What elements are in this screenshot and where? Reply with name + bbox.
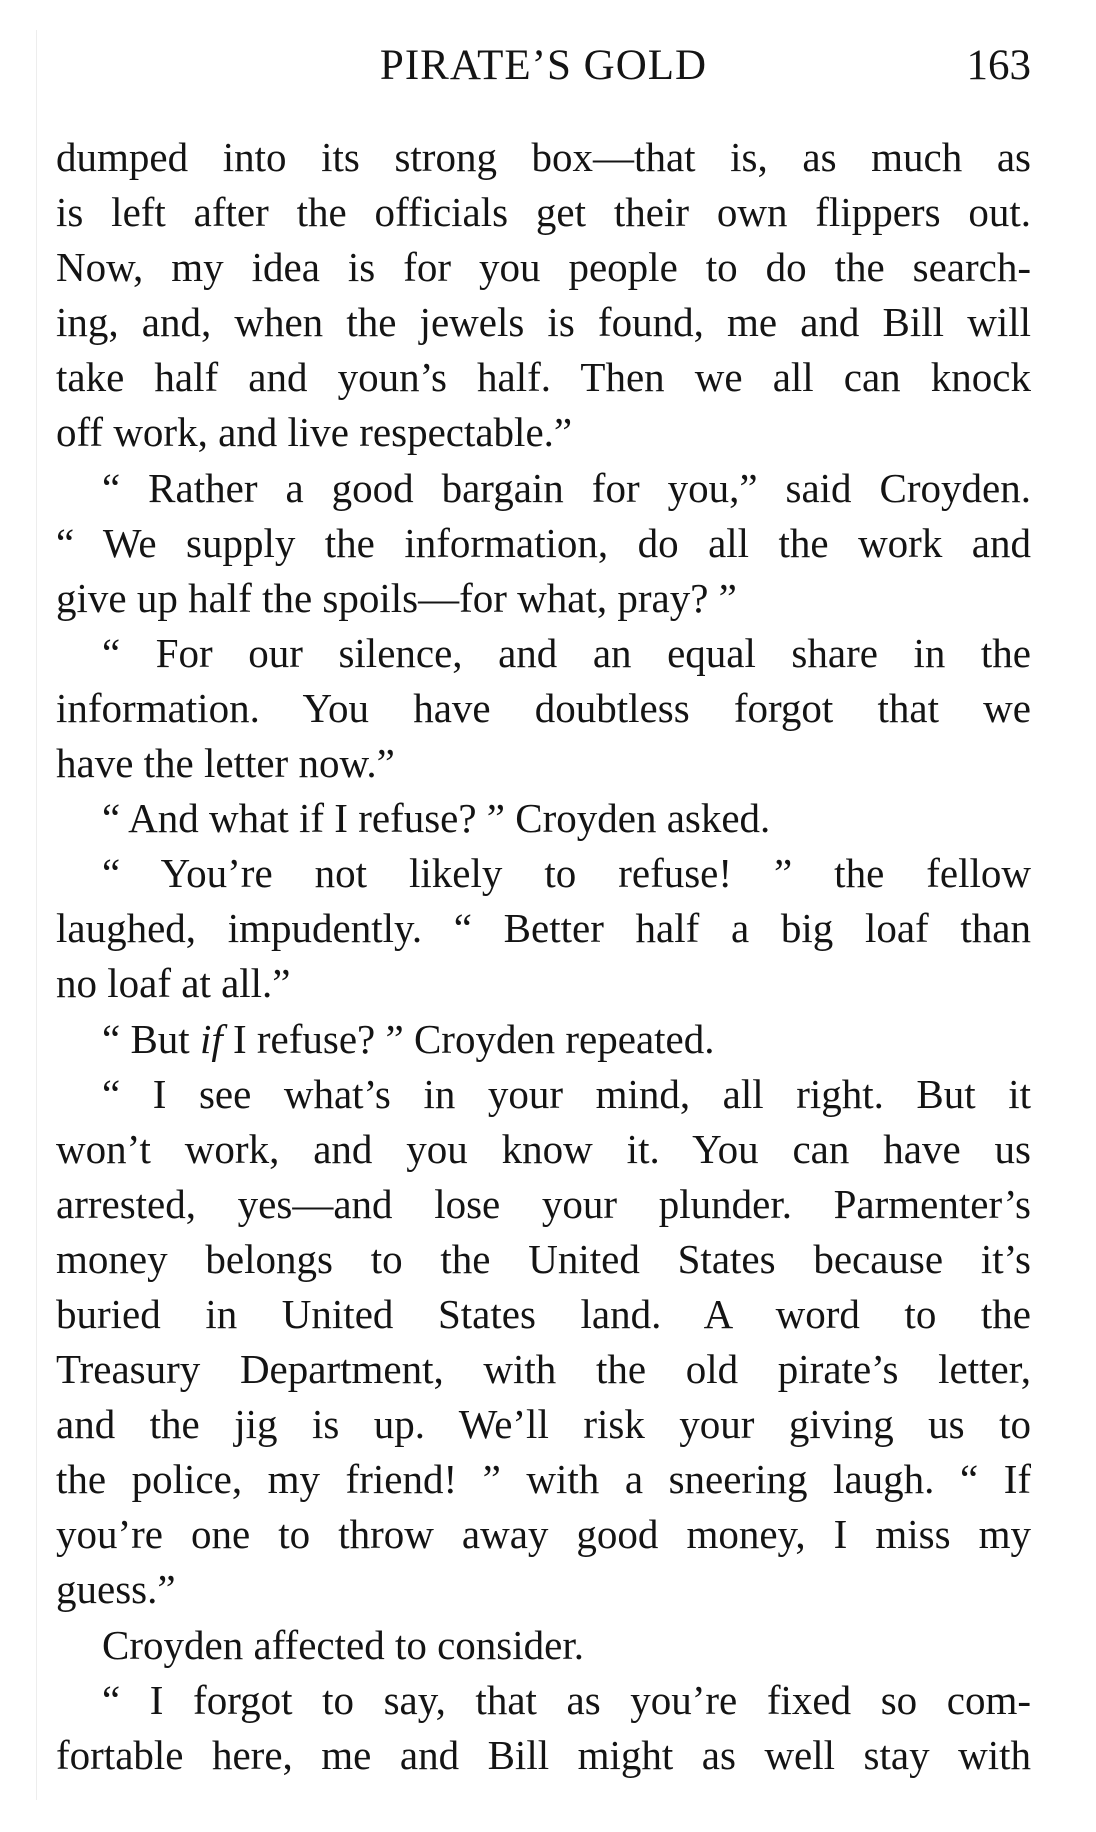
text-line: “ For our silence, and an equal share in the [102,629,1031,676]
text-line-with-emphasis [56,1012,1031,1067]
text-line: “ You’re not likely to refuse! ” the fellow [102,850,1031,897]
text-line: ing, and, when the jewels is found, me and Bill will [56,299,1031,346]
text-line: have the letter now.” [56,740,395,787]
text-line: and the jig is up. We’ll risk your giving us to [56,1401,1031,1448]
text-line: the police, my friend! ” with a sneering laugh. “ If [56,1456,1031,1503]
text-line: information. You have doubtless forgot that we [56,684,1031,731]
text-line: Treasury Department, with the old pirate’s letter, [56,1346,1031,1393]
text-line: “ Rather a good bargain for you,” said Croyden. [102,464,1031,511]
text-line: “ I see what’s in your mind, all right. But it [102,1070,1031,1117]
text-line: Croyden affected to consider. [102,1621,584,1668]
text-line: take half and youn’s half. Then we all can knock [56,354,1031,401]
text-line: dumped into its strong box—that is, as much as [56,134,1031,180]
text-line: give up half the spoils—for what, pray? ” [56,574,737,621]
running-head [56,30,1031,102]
running-title: PIRATE’S GOLD [379,42,708,89]
page-number: 163 [966,42,1031,89]
text-line: fortable here, me and Bill might as well stay with [56,1731,1031,1778]
text-line: “ I forgot to say, that as you’re fixed so com- [102,1676,1031,1723]
text-line: “ We supply the information, do all the work and [56,519,1031,566]
text-line: no loaf at all.” [56,960,291,1007]
page-edge-line [36,30,37,1800]
text-line: arrested, yes—and lose your plunder. Parmenter’s [56,1180,1031,1227]
text-line-end: I refuse? ” Croyden repeated. [222,1015,715,1062]
text-line: guess.” [56,1566,176,1613]
text-line: off work, and live respectable.” [56,409,573,456]
text-line: won’t work, and you know it. You can have us [56,1125,1031,1172]
text-line: money belongs to the United States because it’s [56,1235,1031,1282]
emphasized-word: if [199,1015,223,1062]
text-line-start: “ But [102,1015,200,1062]
body-text [56,130,1031,1783]
text-line: buried in United States land. A word to the [56,1290,1031,1337]
text-line: Now, my idea is for you people to do the search- [56,244,1031,291]
text-line: “ And what if I refuse? ” Croyden asked. [102,795,771,842]
text-line: is left after the officials get their own flippers out. [56,189,1031,236]
text-line: you’re one to throw away good money, I miss my [56,1511,1031,1558]
text-line: laughed, impudently. “ Better half a big loaf than [56,905,1031,952]
